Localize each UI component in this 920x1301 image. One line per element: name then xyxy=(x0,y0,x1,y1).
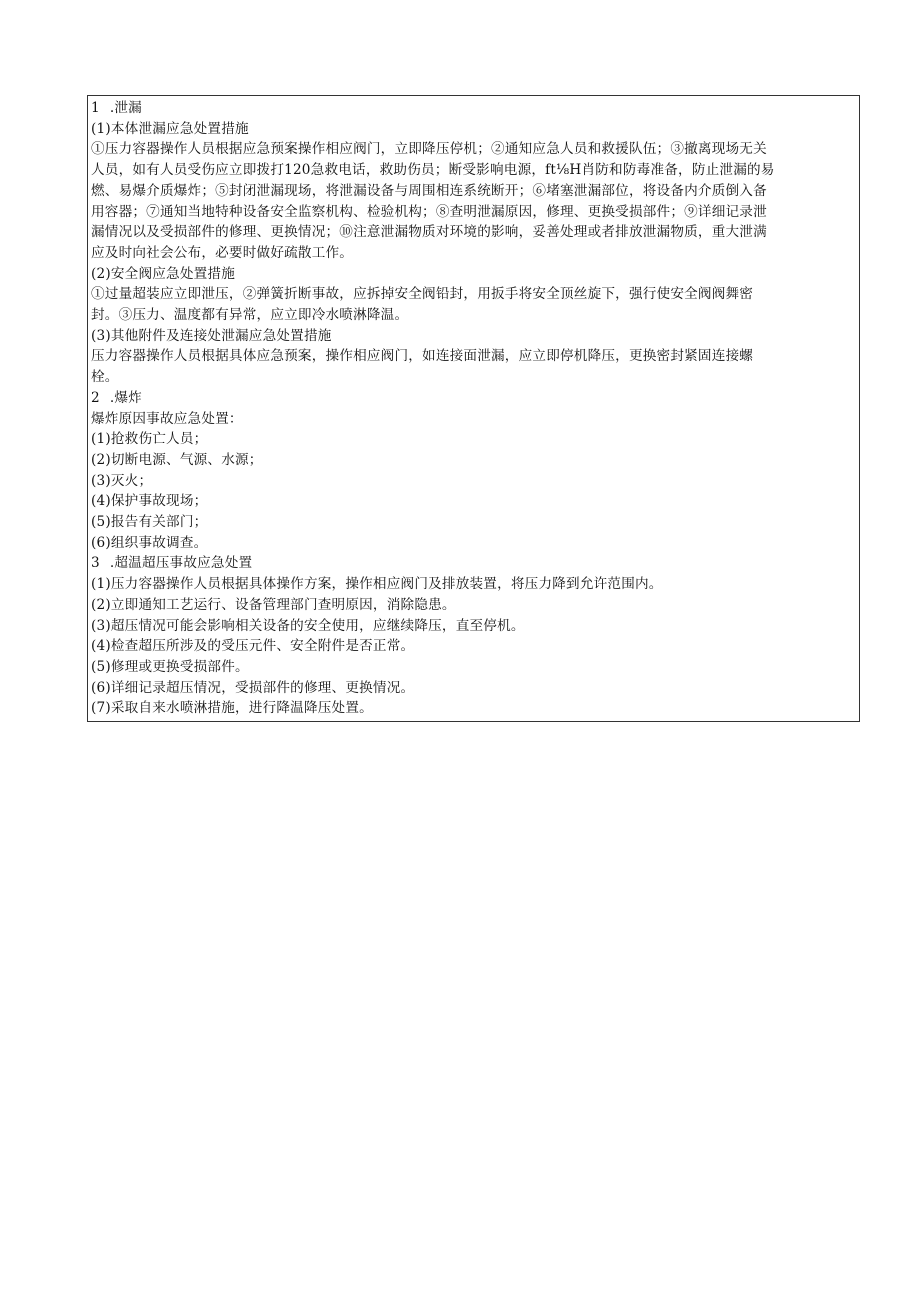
paragraph-line: 封。③压力、温度都有异常，应立即冷水喷淋降温。 xyxy=(91,307,409,324)
list-item: (1)压力容器操作人员根据具体操作方案，操作相应阀门及排放装置，将压力降到允许范围内。 xyxy=(91,576,663,593)
list-item: (4)检查超压所涉及的受压元件、安全附件是否正常。 xyxy=(91,638,415,655)
list-item: (1)抢救伤亡人员； xyxy=(91,431,208,448)
paragraph-line: 压力容器操作人员根据具体应急预案，操作相应阀门，如连接面泄漏，应立即停机降压，更换密封紧固连接螺 xyxy=(91,348,754,365)
paragraph-line: ①压力容器操作人员根据应急预案操作相应阀门，立即降压停机；②通知应急人员和救援队伍；③撤离现场无关 xyxy=(91,141,767,158)
section-title: .爆炸 xyxy=(109,389,142,406)
section-number: 3 xyxy=(91,555,100,572)
subheading-other-fittings: (3)其他附件及连接处泄漏应急处置措施 xyxy=(91,327,332,344)
paragraph-line: 人员，如有人员受伤应立即拨打120急救电话，救助伤员；断受影响电源，ft⅛H肖防和防毒准备，防止泄漏的易 xyxy=(91,162,775,179)
list-item: (4)保护事故现场； xyxy=(91,493,208,510)
list-item: (5)报告有关部门； xyxy=(91,514,208,531)
subheading-body-leak: (1)本体泄漏应急处置措施 xyxy=(91,120,249,137)
list-item: (2)立即通知工艺运行、设备管理部门查明原因，消除隐患。 xyxy=(91,596,456,613)
subheading-safety-valve: (2)安全阀应急处置措施 xyxy=(91,265,235,282)
list-item: (6)组织事故调查。 xyxy=(91,534,208,551)
section-heading-leak xyxy=(91,98,855,119)
list-item: (5)修理或更换受损部件。 xyxy=(91,658,249,675)
section-title: .泄漏 xyxy=(109,100,142,116)
list-item: (3)灭火； xyxy=(91,472,153,489)
paragraph-line: 漏情况以及受损部件的修理、更换情况；⑩注意泄漏物质对环境的影响，妥善处理或者排放泄漏物质，重大泄满 xyxy=(91,224,767,241)
paragraph-line: 应及时向社会公布，必要时做好疏散工作。 xyxy=(91,244,354,261)
paragraph-line: 爆炸原因事故应急处置： xyxy=(91,410,243,427)
content-box xyxy=(87,95,860,722)
section-heading-overtemp xyxy=(91,553,855,574)
section-number: 1 xyxy=(91,100,100,116)
paragraph-line: 栓。 xyxy=(91,369,119,386)
section-heading-explosion xyxy=(91,388,855,409)
paragraph-line: ①过量超装应立即泄压，②弹簧折断事故，应拆掉安全阀铅封，用扳手将安全顶丝旋下，强行使安全阀阀舞密 xyxy=(91,286,754,303)
section-number: 2 xyxy=(91,389,100,406)
paragraph-line: 燃、易爆介质爆炸；⑤封闭泄漏现场，将泄漏设备与周围相连系统断开；⑥堵塞泄漏部位，将设备内介质倒入备 xyxy=(91,182,767,199)
list-item: (7)采取自来水喷淋措施，进行降温降压处置。 xyxy=(91,700,373,717)
list-item: (3)超压情况可能会影响相关设备的安全使用，应继续降压，直至停机。 xyxy=(91,617,525,634)
list-item: (6)详细记录超压情况，受损部件的修理、更换情况。 xyxy=(91,679,415,696)
section-title: .超温超压事故应急处置 xyxy=(109,555,253,572)
list-item: (2)切断电源、气源、水源； xyxy=(91,451,263,468)
paragraph-line: 用容器；⑦通知当地特种设备安全监察机构、检验机构；⑧查明泄漏原因，修理、更换受损部件；⑨详细记录泄 xyxy=(91,203,767,220)
